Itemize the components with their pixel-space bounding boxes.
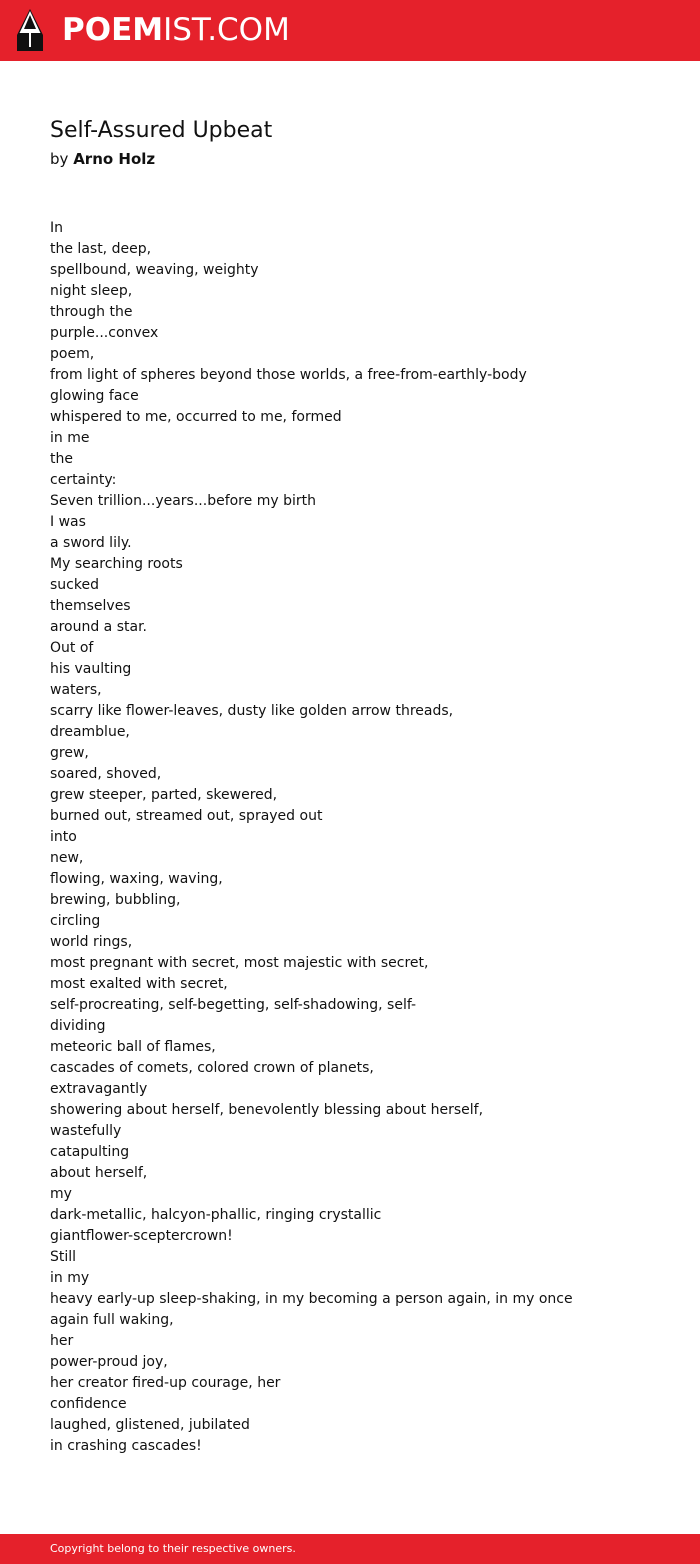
poem-line: giantflower-sceptercrown! — [50, 1228, 233, 1244]
poem-line: burned out, streamed out, sprayed out — [50, 808, 323, 824]
poem-line: certainty: — [50, 472, 117, 488]
logo-text-light: IST.COM — [163, 12, 290, 48]
poem-line: spellbound, weaving, weighty — [50, 262, 259, 278]
site-logo[interactable] — [62, 10, 290, 50]
poem-line: his vaulting — [50, 661, 132, 677]
poem-line: world rings, — [50, 934, 133, 950]
poem-line: Still — [50, 1249, 77, 1265]
poem-line: extravagantly — [50, 1081, 148, 1097]
poem-line: catapulting — [50, 1144, 130, 1160]
poem-line: dividing — [50, 1018, 106, 1034]
poem-line: grew steeper, parted, skewered, — [50, 787, 278, 803]
poem-line: poem, — [50, 346, 95, 362]
poem-line: my — [50, 1186, 72, 1202]
poem-line: In — [50, 220, 64, 236]
poem-line: in me — [50, 430, 90, 446]
poem-line: glowing face — [50, 388, 139, 404]
poem-line: I was — [50, 514, 86, 530]
poem-line: most pregnant with secret, most majestic with secret, — [50, 955, 429, 971]
by-label: by — [50, 150, 69, 168]
poem-title: Self-Assured Upbeat — [50, 118, 273, 143]
copyright-text: Copyright belong to their respective owners. — [50, 1542, 296, 1555]
poem-line: most exalted with secret, — [50, 976, 228, 992]
poem-line: flowing, waxing, waving, — [50, 871, 223, 887]
poem-line: themselves — [50, 598, 131, 614]
poem-line: again full waking, — [50, 1312, 174, 1328]
poem-line: new, — [50, 850, 84, 866]
poem-line: through the — [50, 304, 133, 320]
poem-line: dark-metallic, halcyon-phallic, ringing crystallic — [50, 1207, 382, 1223]
ink-pen-nib-icon[interactable] — [17, 9, 43, 51]
poem-line: the — [50, 451, 73, 467]
poem-line: self-procreating, self-begetting, self-shadowing, self- — [50, 997, 417, 1013]
site-footer — [0, 1534, 700, 1564]
poem-line: scarry like flower-leaves, dusty like golden arrow threads, — [50, 703, 454, 719]
poem-line: brewing, bubbling, — [50, 892, 181, 908]
poem-line: waters, — [50, 682, 102, 698]
poem-line: a sword lily. — [50, 535, 132, 551]
poem-line: My searching roots — [50, 556, 183, 572]
poem-line: whispered to me, occurred to me, formed — [50, 409, 342, 425]
poem-line: laughed, glistened, jubilated — [50, 1417, 250, 1433]
poem-line: about herself, — [50, 1165, 148, 1181]
poem-line: confidence — [50, 1396, 127, 1412]
poem-line: purple...convex — [50, 325, 159, 341]
poem-line: Seven trillion...years...before my birth — [50, 493, 316, 509]
poem-line: Out of — [50, 640, 94, 656]
site-header — [0, 0, 700, 61]
poem-body — [50, 218, 650, 1457]
poem-line: power-proud joy, — [50, 1354, 168, 1370]
poem-line: her creator fired-up courage, her — [50, 1375, 281, 1391]
poem-line: circling — [50, 913, 101, 929]
poem-byline — [50, 147, 155, 171]
logo-text-bold: POEM — [62, 12, 164, 48]
poem-line: night sleep, — [50, 283, 133, 299]
poem-line: the last, deep, — [50, 241, 152, 257]
poem-line: cascades of comets, colored crown of planets, — [50, 1060, 374, 1076]
poem-line: showering about herself, benevolently blessing about herself, — [50, 1102, 484, 1118]
poem-line: dreamblue, — [50, 724, 130, 740]
poem-line: from light of spheres beyond those worlds, a free-from-earthly-body — [50, 367, 527, 383]
poem-line: sucked — [50, 577, 99, 593]
poem-line: grew, — [50, 745, 89, 761]
poem-line: meteoric ball of flames, — [50, 1039, 216, 1055]
poem-line: wastefully — [50, 1123, 122, 1139]
poem-line: soared, shoved, — [50, 766, 162, 782]
poem-line: heavy early-up sleep-shaking, in my becoming a person again, in my once — [50, 1291, 573, 1307]
poem-line: her — [50, 1333, 74, 1349]
poem-author: Arno Holz — [73, 150, 156, 168]
poem-line: around a star. — [50, 619, 147, 635]
poem-line: into — [50, 829, 77, 845]
poem-line: in my — [50, 1270, 90, 1286]
poem-line: in crashing cascades! — [50, 1438, 202, 1454]
